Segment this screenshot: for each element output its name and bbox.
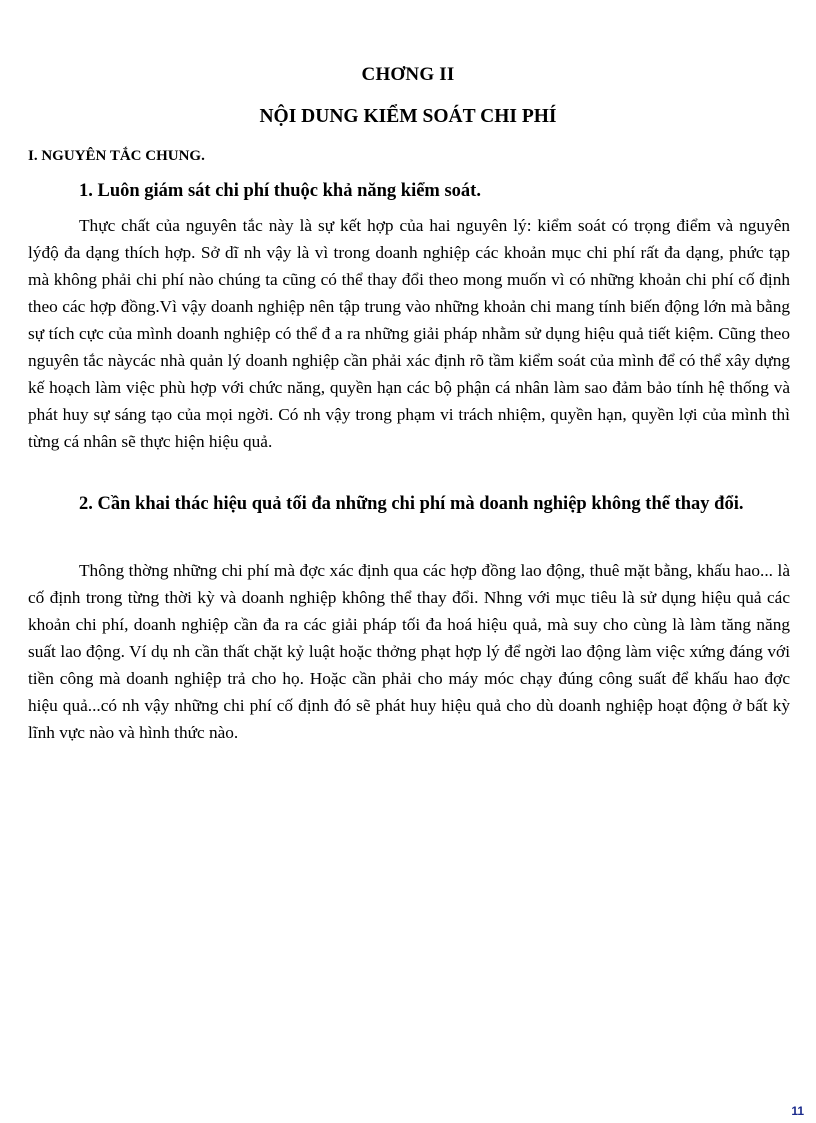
- page-number: 11: [791, 1104, 804, 1118]
- chapter-title: NỘI DUNG KIỂM SOÁT CHI PHÍ: [259, 106, 557, 127]
- subsection-heading-1: 1. Luôn giám sát chi phí thuộc khả năng kiểm soát.: [79, 181, 481, 201]
- chapter-label: CHƠNG II: [361, 64, 455, 85]
- subsection-heading-2: 2. Cần khai thác hiệu quả tối đa những chi phí mà doanh nghiệp không thể thay đổi.: [79, 494, 744, 514]
- section-heading: I. NGUYÊN TẮC CHUNG.: [28, 148, 205, 164]
- subsection-paragraph-2: Thông thờng những chi phí mà đợc xác định qua các hợp đồng lao động, thuê mặt bằng, khấu hao... là cố định trong từng thời kỳ và doanh nghiệp không thể thay đổi. Nhng với mục tiêu là sử dụng hiệu quả các khoản chi phí, doanh nghiệp cần đa ra các giải pháp tối đa hoá hiệu quả, mà suy cho cùng là làm tăng năng suất lao động. Ví dụ nh cần thất chặt kỷ luật hoặc thởng phạt hợp lý để ngời lao động làm việc xứng đáng với tiền công mà doanh nghiệp trả cho họ. Hoặc cần phải cho máy móc chạy đúng công suất để khấu hao đợc hiệu quả...có nh vậy những chi phí cố định đó sẽ phát huy hiệu quả cho dù doanh nghiệp hoạt động ở bất kỳ lĩnh vực nào và hình thức nào.: [28, 561, 790, 742]
- subsection-paragraph-1: Thực chất của nguyên tắc này là sự kết hợp của hai nguyên lý: kiểm soát có trọng điểm và nguyên lýđộ đa dạng thích hợp. Sở dĩ nh vậy là vì trong doanh nghiệp các khoản mục chi phí rất đa dạng, phức tạp mà không phải chi phí nào chúng ta cũng có thể thay đổi theo mong muốn vì có những khoản chi phí cố định theo các hợp đồng.Vì vậy doanh nghiệp nên tập trung vào những khoản chi mang tính biến động lớn mà bằng sự tích cực của mình doanh nghiệp có thể đ a ra những giải pháp nhằm sử dụng hiệu quả tiết kiệm. Cũng theo nguyên tắc nàycác nhà quản lý doanh nghiệp cần phải xác định rõ tầm kiểm soát của mình để có thể xây dựng kế hoạch làm việc phù hợp với chức năng, quyền hạn các bộ phận cá nhân làm sao đảm bảo tính hệ thống và phát huy sự sáng tạo của mọi ngời. Có nh vậy trong phạm vi trách nhiệm, quyền hạn, quyền lợi của mình thì từng cá nhân sẽ thực hiện hiệu quả.: [28, 216, 790, 451]
